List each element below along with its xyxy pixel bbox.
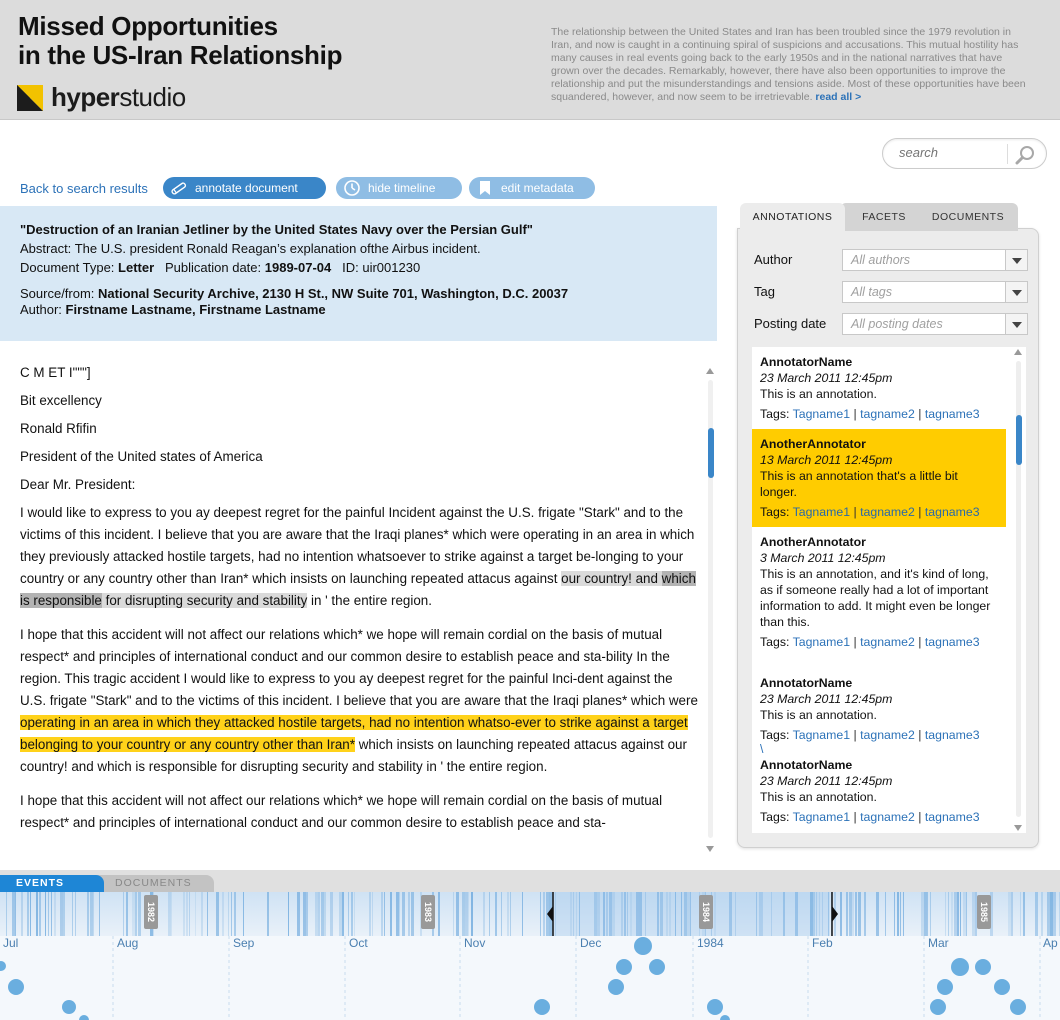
density-line xyxy=(183,892,185,936)
tag-link[interactable]: tagname3 xyxy=(924,810,980,824)
abstract: Abstract: The U.S. president Ronald Reagan’s explanation ofthe Airbus incident. xyxy=(20,241,481,256)
side-tabs xyxy=(740,203,1040,231)
density-line xyxy=(135,892,137,936)
doc-line: C M ET I"""] xyxy=(20,365,91,380)
event-dot xyxy=(720,1015,730,1020)
density-line xyxy=(72,892,73,936)
tab-facets[interactable]: FACETS xyxy=(840,203,928,231)
density-line xyxy=(54,892,56,936)
density-line xyxy=(30,892,31,936)
density-line xyxy=(846,892,848,936)
density-line xyxy=(15,892,16,936)
density-line xyxy=(372,892,373,936)
back-to-results-link[interactable]: Back to search results xyxy=(20,181,148,196)
event-dot xyxy=(1010,999,1026,1015)
timeline-tab-documents[interactable]: DOCUMENTS xyxy=(98,875,214,892)
doc-paragraph: I hope that this accident will not affect our relations which* we hope will remain cordial on the basis of mutual respect* and principles of international conduct and our common desire to establish peace and sta- xyxy=(20,793,663,830)
density-line xyxy=(75,892,76,936)
clock-icon xyxy=(342,179,362,197)
tag-link[interactable]: tagname2 xyxy=(860,635,915,649)
hide-timeline-button[interactable]: hide timeline xyxy=(336,177,462,199)
density-line xyxy=(456,892,459,936)
density-line xyxy=(306,892,308,936)
month-label: Mar xyxy=(928,936,949,950)
doc-line: Bit excellency xyxy=(20,393,102,408)
density-line xyxy=(315,892,318,936)
scroll-down-icon[interactable] xyxy=(706,846,714,852)
event-dot xyxy=(994,979,1010,995)
month-label: Nov xyxy=(464,936,486,950)
density-line xyxy=(339,892,342,936)
timeline-gridlines xyxy=(0,936,1060,1020)
density-line xyxy=(411,892,414,936)
density-line xyxy=(126,892,128,936)
year-marker: 1985 xyxy=(977,895,991,929)
author: Author: Firstname Lastname, Firstname Lastname xyxy=(20,302,326,317)
timeline-tab-events[interactable]: EVENTS xyxy=(0,875,104,892)
timeline-overview[interactable] xyxy=(0,892,1060,936)
date-filter-label: Posting date xyxy=(754,316,827,331)
density-line xyxy=(471,892,473,936)
density-line xyxy=(396,892,399,936)
hyperstudio-logo[interactable] xyxy=(17,82,186,113)
range-handle-left-icon[interactable] xyxy=(543,892,563,936)
density-line xyxy=(297,892,300,936)
density-line xyxy=(1053,892,1056,936)
event-dot xyxy=(608,979,624,995)
density-line xyxy=(168,892,171,936)
density-line xyxy=(453,892,454,936)
search-input[interactable] xyxy=(899,145,1009,160)
density-line xyxy=(384,892,385,936)
search-icon[interactable] xyxy=(1014,144,1036,166)
tag-link[interactable]: tagname3 xyxy=(924,505,980,519)
stray-character: \ xyxy=(760,742,764,756)
density-line xyxy=(960,892,961,936)
scroll-thumb[interactable] xyxy=(708,428,714,478)
density-line xyxy=(27,892,29,936)
site-title[interactable]: Missed Opportunities in the US-Iran Relationship xyxy=(18,11,343,70)
density-line xyxy=(348,892,349,936)
tag-link[interactable]: Tagname1 xyxy=(792,810,851,824)
year-marker: 1983 xyxy=(421,895,435,929)
search-box[interactable] xyxy=(882,138,1047,169)
density-line xyxy=(963,892,966,936)
bookmark-icon xyxy=(475,179,495,197)
event-dot xyxy=(707,999,723,1015)
density-line xyxy=(189,892,190,936)
timeline-tabs xyxy=(0,870,1060,892)
scroll-up-icon[interactable] xyxy=(706,368,714,374)
density-line xyxy=(522,892,523,936)
logo-mark-icon xyxy=(17,85,43,111)
density-line xyxy=(195,892,196,936)
document-info: Document Type: Letter Publication date: 1989-07-04 ID: uir001230 xyxy=(20,260,421,275)
density-line xyxy=(39,892,41,936)
density-line xyxy=(903,892,904,936)
tag-link[interactable]: Tagname1 xyxy=(792,728,851,742)
doc-paragraph: I hope that this accident will not affect our relations which* we hope will remain cordial on the basis of mutual respect* and principles of international conduct and our common desire to establish peace and sta-bility In the region. This tragic accident I would like to express to you ay deepest regret for the painful Inci-dent against the U.S. frigate "Stark" and to the victims of this incident. I believe that you are aware that the Iraqi planes* which were operating in an area in which they attacked hostile targets, had no intention whatso-ever to strike against a target belonging to your country or any country other than Iran* which insists on launching repeated attacus against our country! and which is responsible for disrupting security and stability in ' the entire region. xyxy=(20,627,698,774)
annotation-item[interactable]: AnnotatorName 23 March 2011 12:45pm This is an annotation. Tags: Tagname1 | tagname2 | tagname3 xyxy=(760,355,980,421)
density-line xyxy=(231,892,232,936)
author-filter-label: Author xyxy=(754,252,793,267)
tag-link[interactable]: tagname3 xyxy=(924,728,980,742)
chevron-down-icon[interactable] xyxy=(1005,282,1027,302)
tag-link[interactable]: Tagname1 xyxy=(792,407,851,421)
density-line xyxy=(171,892,172,936)
density-line xyxy=(408,892,410,936)
range-handle-right-icon[interactable] xyxy=(822,892,842,936)
density-line xyxy=(966,892,967,936)
density-line xyxy=(852,892,854,936)
doc-line: Ronald Rfifin xyxy=(20,421,97,436)
month-label: Sep xyxy=(233,936,255,950)
density-line xyxy=(1023,892,1025,936)
search-divider xyxy=(1007,144,1008,164)
tag-link[interactable]: Tagname1 xyxy=(792,505,851,519)
density-line xyxy=(207,892,208,936)
site-header xyxy=(0,0,1060,120)
density-line xyxy=(495,892,497,936)
density-line xyxy=(489,892,490,936)
event-dot xyxy=(8,979,24,995)
event-dot xyxy=(634,937,652,955)
chevron-down-icon[interactable] xyxy=(1005,314,1027,334)
month-label: Dec xyxy=(580,936,602,950)
density-line xyxy=(321,892,324,936)
document-scrollbar[interactable] xyxy=(704,366,717,854)
tab-documents[interactable]: DOCUMENTS xyxy=(918,203,1018,231)
density-line xyxy=(36,892,38,936)
density-line xyxy=(897,892,899,936)
doc-line: President of the United states of America xyxy=(20,449,263,464)
density-line xyxy=(1011,892,1013,936)
density-line xyxy=(234,892,236,936)
density-line xyxy=(954,892,957,936)
event-dot xyxy=(951,958,969,976)
annotations-panel xyxy=(737,228,1039,848)
density-line xyxy=(63,892,65,936)
scroll-up-icon[interactable] xyxy=(1014,349,1022,355)
tag-link[interactable]: tagname2 xyxy=(860,407,915,421)
density-line xyxy=(927,892,928,936)
density-line xyxy=(462,892,465,936)
density-line xyxy=(849,892,852,936)
density-line xyxy=(222,892,224,936)
density-line xyxy=(885,892,886,936)
density-line xyxy=(123,892,124,936)
month-label: Jul xyxy=(3,936,19,950)
doc-line: Dear Mr. President: xyxy=(20,477,136,492)
intro-text: The relationship between the United States and Iran has been troubled since the 1979 revolution in Iran, and now is caught in a continuing spiral of suspicions and accusations. This mutual hostility has many causes in real events going back to the early 1950s and in the national narratives that have grown over the decades. Remarkably, however, there have also been opportunities to improve the relationship and put the misunderstandings and tensions aside. Most of these opportunities have been squandered, however, and now seem to be irretrievable. read all > xyxy=(551,26,1026,103)
annotation-scrollbar[interactable] xyxy=(1010,347,1026,833)
author-filter-select[interactable]: All authors xyxy=(842,249,1028,271)
event-dot xyxy=(62,1000,76,1014)
density-line xyxy=(399,892,400,936)
density-line xyxy=(438,892,440,936)
event-dot xyxy=(79,1015,89,1020)
month-label: Oct xyxy=(349,936,368,950)
density-line xyxy=(510,892,511,936)
density-line xyxy=(957,892,959,936)
tag-link[interactable]: tagname2 xyxy=(860,505,915,519)
density-line xyxy=(243,892,244,936)
annotation-item[interactable]: AnotherAnnotator 3 March 2011 12:45pm This is an annotation, and it's kind of long, as if someone really had a lot of important information to add. It might even be longer than this. Tags: Tagname1 | tagname2 | tagname3 xyxy=(760,535,991,649)
tag-filter-select[interactable]: All tags xyxy=(842,281,1028,303)
tag-link[interactable]: tagname3 xyxy=(924,635,980,649)
event-dot xyxy=(616,959,632,975)
event-dot xyxy=(649,959,665,975)
scroll-thumb[interactable] xyxy=(1016,415,1022,465)
density-line xyxy=(48,892,49,936)
density-line xyxy=(1050,892,1053,936)
density-line xyxy=(402,892,405,936)
event-dot xyxy=(937,979,953,995)
density-line xyxy=(90,892,93,936)
density-line xyxy=(858,892,861,936)
read-all-link[interactable]: read all > xyxy=(815,91,862,103)
annotate-document-button[interactable]: annotate document xyxy=(163,177,326,199)
density-line xyxy=(930,892,931,936)
highlight-yellow[interactable]: operating in an area in which they attacked hostile targets, had no intention whatso-ever to strike against a target belonging to your country or any country other than Iran* xyxy=(20,715,688,752)
density-line xyxy=(972,892,975,936)
density-line xyxy=(876,892,879,936)
annotation-item[interactable]: AnnotatorName 23 March 2011 12:45pm This is an annotation. Tags: Tagname1 | tagname2 | tagname3 \ xyxy=(752,668,1006,755)
timeline-main[interactable] xyxy=(0,936,1060,1020)
density-line xyxy=(501,892,502,936)
scroll-down-icon[interactable] xyxy=(1014,825,1022,831)
month-label: 1984 xyxy=(697,936,724,950)
density-line xyxy=(948,892,949,936)
density-line xyxy=(894,892,895,936)
month-label: Ap xyxy=(1043,936,1058,950)
logo-wordmark: hyperstudio xyxy=(51,82,186,112)
density-line xyxy=(87,892,89,936)
tab-annotations[interactable]: ANNOTATIONS xyxy=(740,203,845,231)
density-line xyxy=(507,892,509,936)
density-line xyxy=(303,892,306,936)
density-line xyxy=(351,892,353,936)
highlight-grey[interactable]: our country! and xyxy=(561,571,662,586)
event-dot xyxy=(0,961,6,971)
edit-metadata-button[interactable]: edit metadata xyxy=(469,177,595,199)
month-label: Feb xyxy=(812,936,833,950)
density-line xyxy=(924,892,927,936)
tag-link[interactable]: tagname2 xyxy=(860,810,915,824)
density-line xyxy=(468,892,469,936)
density-line xyxy=(921,892,924,936)
doc-paragraph: I would like to express to you ay deepest regret for the painful Incident against the U.S. frigate "Stark" and to the victims of this incident. I believe that you are aware that the Iraqi planes* which were operating in an area in which they previously attacked hostile targets, had no intention whatsoever to strike against a target be-longing to your country or any country other than Iran* which insists on launching repeated attacus against our country! and which is responsible for disrupting security and stability in ' the entire region. xyxy=(20,505,696,608)
density-line xyxy=(318,892,320,936)
density-line xyxy=(324,892,326,936)
timeline-density-band xyxy=(0,892,1060,936)
density-line xyxy=(228,892,229,936)
density-line xyxy=(390,892,392,936)
density-line xyxy=(288,892,289,936)
density-line xyxy=(1035,892,1038,936)
density-line xyxy=(45,892,46,936)
density-line xyxy=(342,892,344,936)
density-line xyxy=(540,892,541,936)
pencil-icon xyxy=(169,179,189,197)
density-line xyxy=(216,892,219,936)
density-line xyxy=(1008,892,1011,936)
event-dot xyxy=(975,959,991,975)
density-line xyxy=(267,892,269,936)
year-marker: 1984 xyxy=(699,895,713,929)
density-line xyxy=(354,892,355,936)
highlight-dark[interactable]: which is responsible xyxy=(20,571,696,608)
chevron-down-icon[interactable] xyxy=(1005,250,1027,270)
density-line xyxy=(99,892,100,936)
density-line xyxy=(855,892,857,936)
month-label: Aug xyxy=(117,936,139,950)
density-line xyxy=(132,892,135,936)
density-line xyxy=(1041,892,1043,936)
density-line xyxy=(369,892,371,936)
tag-link[interactable]: tagname3 xyxy=(924,407,980,421)
date-filter-select[interactable]: All posting dates xyxy=(842,313,1028,335)
density-line xyxy=(483,892,485,936)
density-line xyxy=(138,892,141,936)
density-line xyxy=(1020,892,1021,936)
event-dot xyxy=(534,999,550,1015)
annotation-list[interactable] xyxy=(752,347,1026,833)
density-line xyxy=(1047,892,1050,936)
highlight-grey[interactable]: for disrupting security and stability xyxy=(101,593,308,608)
event-dot xyxy=(930,999,946,1015)
density-line xyxy=(900,892,901,936)
density-line xyxy=(12,892,15,936)
density-line xyxy=(951,892,953,936)
density-line xyxy=(51,892,52,936)
document-text[interactable] xyxy=(0,356,705,862)
density-line xyxy=(381,892,383,936)
density-line xyxy=(945,892,946,936)
annotation-item[interactable]: AnnotatorName 23 March 2011 12:45pm This is an annotation. Tags: Tagname1 | tagname2 | tagname3 xyxy=(760,758,980,824)
density-line xyxy=(93,892,94,936)
density-line xyxy=(201,892,203,936)
tag-filter-label: Tag xyxy=(754,284,775,299)
density-line xyxy=(60,892,63,936)
annotation-item-selected[interactable]: AnotherAnnotator 13 March 2011 12:45pm This is an annotation that's a little bit longer. Tags: Tagname1 | tagname2 | tagname3 xyxy=(752,429,1006,527)
document-metadata xyxy=(0,206,717,341)
tag-link[interactable]: tagname2 xyxy=(860,728,915,742)
tag-link[interactable]: Tagname1 xyxy=(792,635,851,649)
density-line xyxy=(465,892,468,936)
source: Source/from: National Security Archive, 2130 H St., NW Suite 701, Washington, D.C. 20037 xyxy=(20,286,569,301)
density-line xyxy=(864,892,866,936)
density-line xyxy=(21,892,23,936)
density-line xyxy=(330,892,333,936)
document-title: "Destruction of an Iranian Jetliner by the United States Navy over the Persian Gulf" xyxy=(20,222,533,237)
density-line xyxy=(186,892,188,936)
year-marker: 1982 xyxy=(144,895,158,929)
density-line xyxy=(6,892,7,936)
